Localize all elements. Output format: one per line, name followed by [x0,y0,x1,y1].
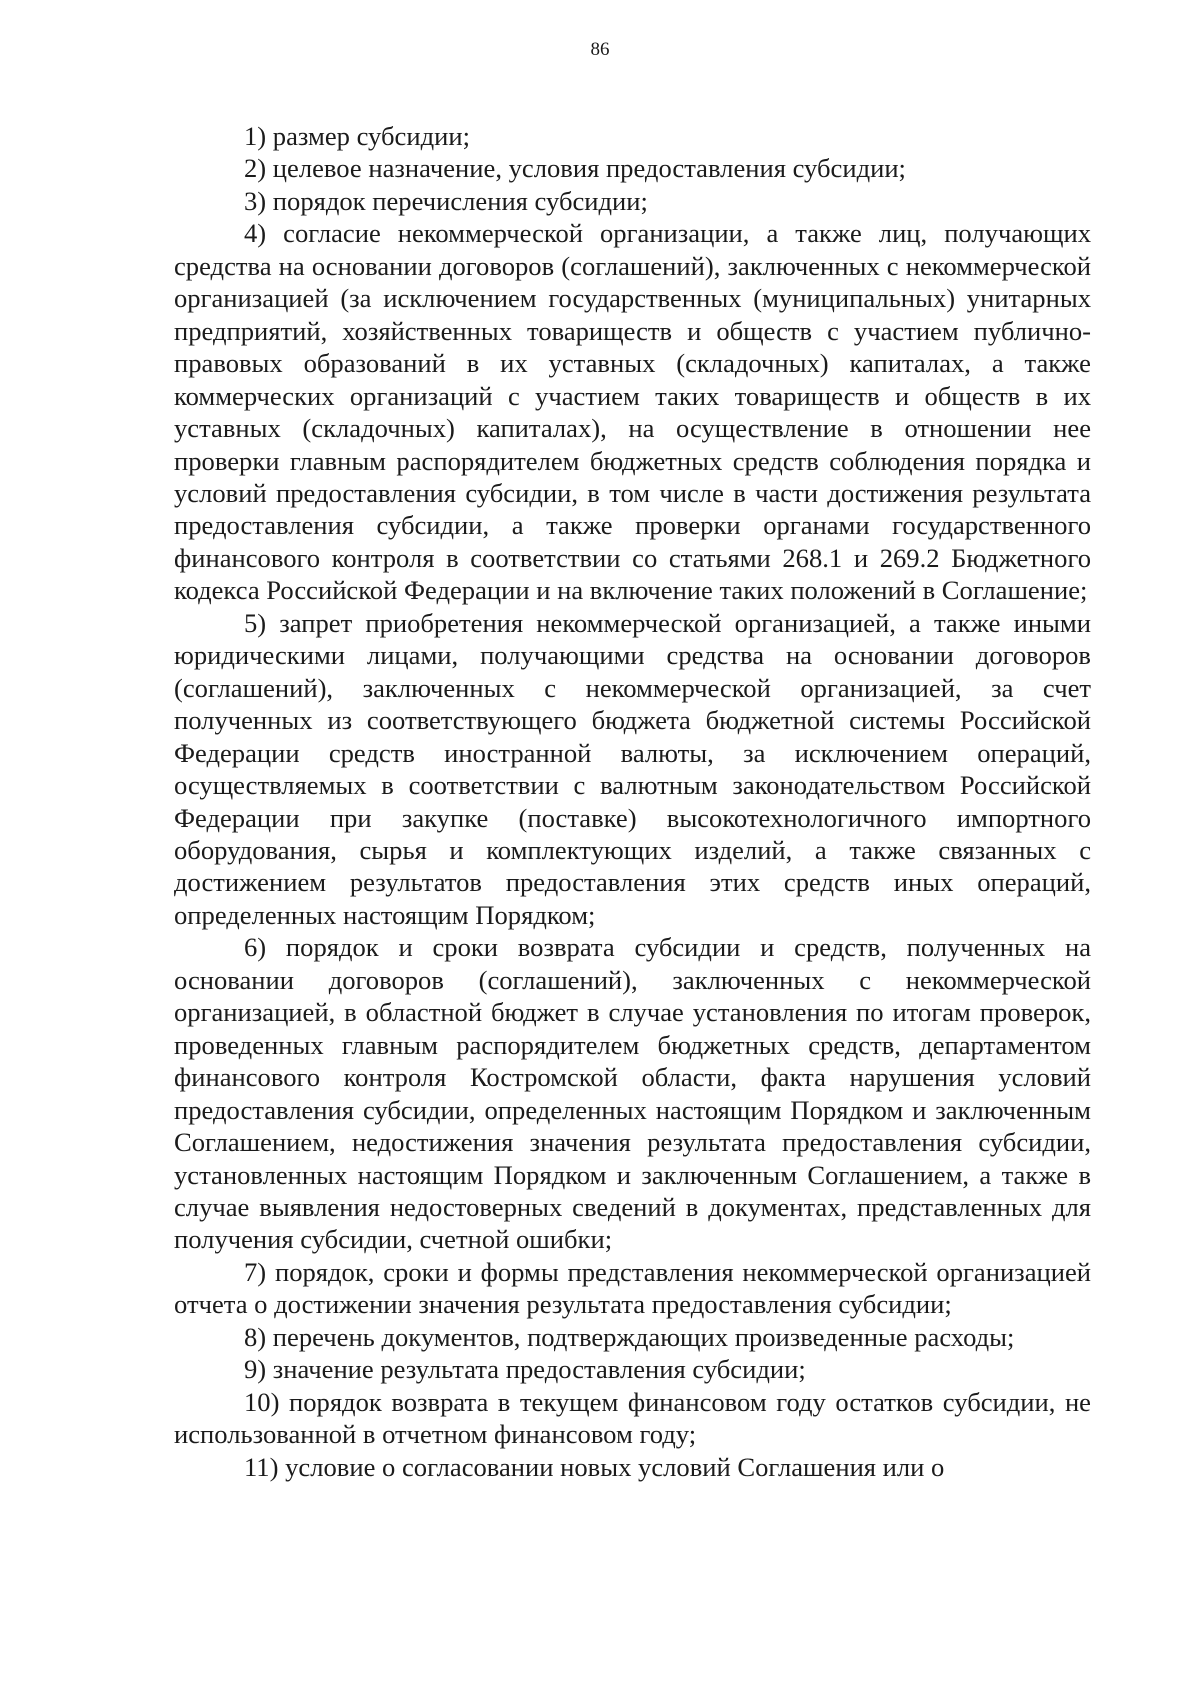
document-body [174,120,1091,1483]
list-item-7: 7) порядок, сроки и формы представления некоммерческой организацией отчета о достижении значения результата предоставления субсидии; [174,1256,1091,1320]
list-item-2: 2) целевое назначение, условия предоставления субсидии; [244,153,906,184]
list-item-9: 9) значение результата предоставления субсидии; [244,1354,806,1385]
list-item-4: 4) согласие некоммерческой организации, а также лиц, получающих средства на основании договоров (соглашений), заключенных с некоммерческой организацией (за исключением государственных (муниципальных) унитарных предприятий, хозяйственных товариществ и обществ с участием публично-правовых образований в их уставных (складочных) капиталах, а также коммерческих организаций с участием таких товариществ и обществ в их уставных (складочных) капиталах), на осуществление в отношении нее проверки главным распорядителем бюджетных средств соблюдения порядка и условий предоставления субсидии, в том числе в части достижения результата предоставления субсидии, а также проверки органами государственного финансового контроля в соответствии со статьями 268.1 и 269.2 Бюджетного кодекса Российской Федерации и на включение таких положений в Соглашение; [174,218,1091,606]
page-number: 86 [590,39,610,60]
list-item-6: 6) порядок и сроки возврата субсидии и средств, полученных на основании договоров (соглашений), заключенных с некоммерческой организацией, в областной бюджет в случае установления по итогам проверок, проведенных главным распорядителем бюджетных средств, департаментом финансового контроля Костромской области, факта нарушения условий предоставления субсидии, определенных настоящим Порядком и заключенным Соглашением, недостижения значения результата предоставления субсидии, установленных настоящим Порядком и заключенным Соглашением, а также в случае выявления недостоверных сведений в документах, представленных для получения субсидии, счетной ошибки; [174,932,1091,1255]
list-item-11: 11) условие о согласовании новых условий Соглашения или о [244,1451,945,1482]
list-item-10: 10) порядок возврата в текущем финансовом году остатков субсидии, не использованной в отчетном финансовом году; [174,1386,1091,1450]
list-item-1: 1) размер субсидии; [244,121,470,151]
list-item-8: 8) перечень документов, подтверждающих произведенные расходы; [244,1321,1015,1352]
list-item-5: 5) запрет приобретения некоммерческой организацией, а также иными юридическими лицами, получающими средства на основании договоров (соглашений), заключенных с некоммерческой организацией, за счет полученных из соответствующего бюджета бюджетной системы Российской Федерации средств иностранной валюты, за исключением операций, осуществляемых в соответствии с валютным законодательством Российской Федерации при закупке (поставке) высокотехнологичного импортного оборудования, сырья и комплектующих изделий, а также связанных с достижением результатов предоставления этих средств иных операций, определенных настоящим Порядком; [174,607,1091,930]
list-item-3: 3) порядок перечисления субсидии; [244,185,648,216]
